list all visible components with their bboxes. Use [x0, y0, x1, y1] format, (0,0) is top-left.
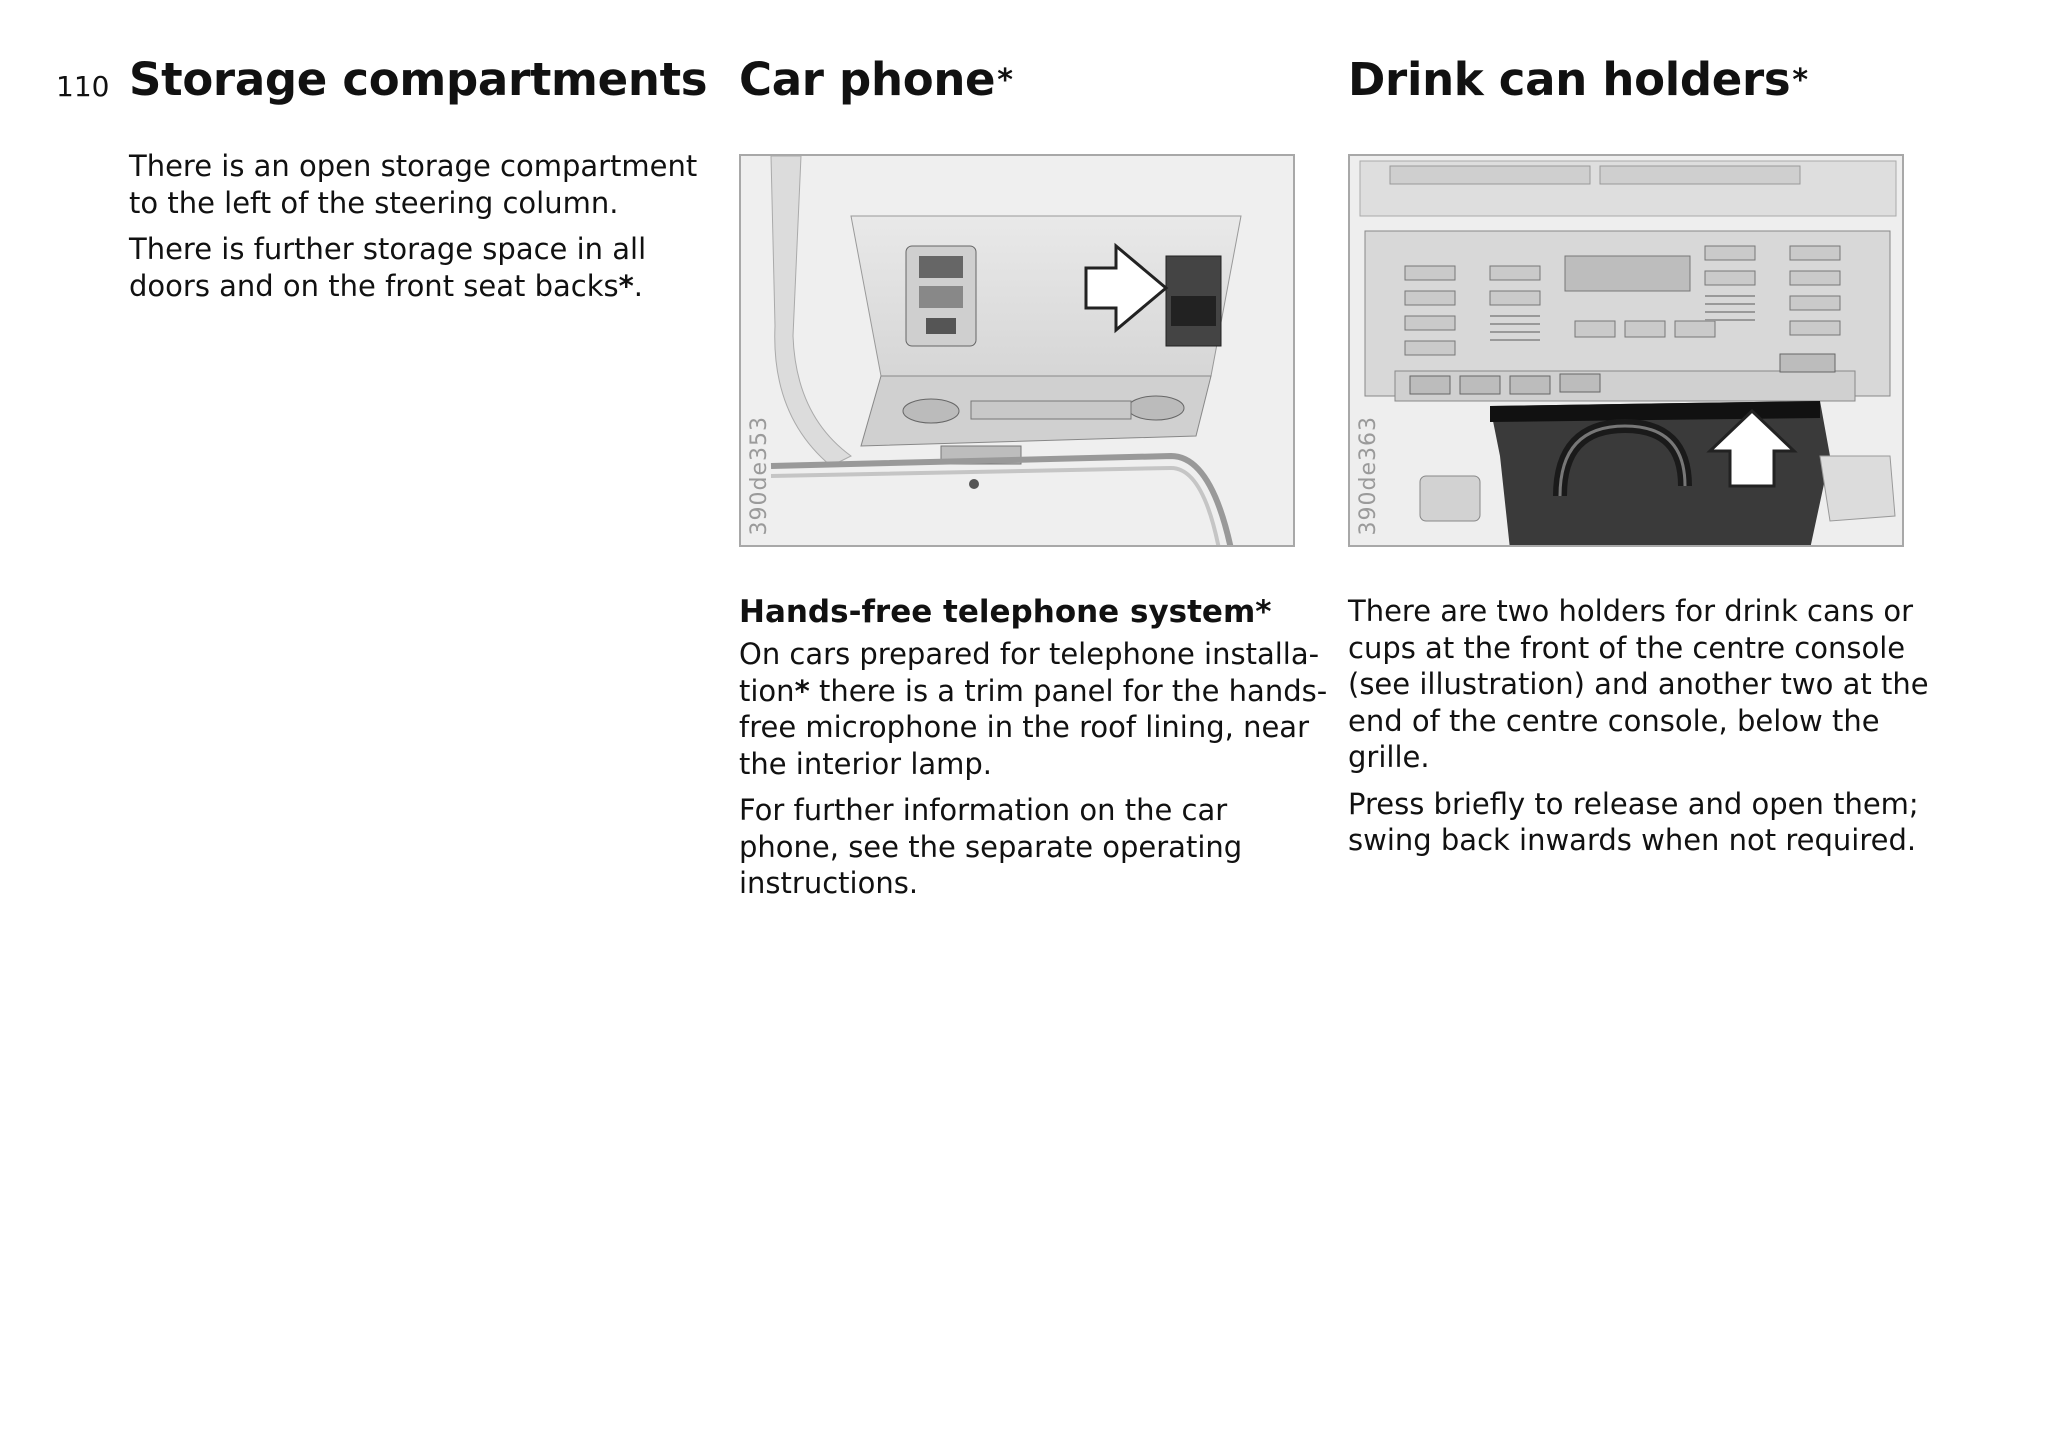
drink-can-holders-text: [1348, 593, 1948, 869]
car-phone-text: [739, 592, 1329, 912]
drink-can-holders-illustration: [1348, 154, 1904, 547]
storage-compartments-heading: Storage compartments: [129, 53, 708, 106]
hands-free-subheading: Hands-free telephone system*: [739, 594, 1272, 630]
drink-holders-para-2: Press briefly to release and open them; swing back inwards when not required.: [1348, 786, 1919, 857]
figure-code: 390de363: [1356, 415, 1381, 535]
car-phone-illustration: [739, 154, 1295, 547]
car-phone-heading: Car phone*: [739, 53, 1013, 106]
optional-marker: *: [794, 673, 810, 708]
storage-para-1: There is an open storage compartment to the left of the steering column.: [129, 149, 698, 220]
figure-code: 390de353: [747, 415, 772, 535]
drink-can-holders-heading: Drink can holders*: [1348, 53, 1808, 106]
storage-compartments-text: [129, 148, 719, 314]
car-phone-para-1: On cars prepared for telephone installa-tion* there is a trim panel for the hands-free microphone in the roof lining, near the interior lamp.: [739, 637, 1328, 781]
optional-marker: *: [1792, 63, 1808, 98]
page-number: 110: [56, 70, 110, 103]
optional-marker: *: [618, 268, 634, 303]
drink-holders-para-1: There are two holders for drink cans or cups at the front of the centre console (see illustration) and another two at the end of the centre console, below the grille.: [1348, 594, 1929, 774]
storage-para-2: There is further storage space in all doors and on the front seat backs*.: [129, 232, 647, 303]
optional-marker: *: [997, 63, 1013, 98]
car-phone-para-2: For further information on the car phone, see the separate operating instructions.: [739, 793, 1243, 900]
